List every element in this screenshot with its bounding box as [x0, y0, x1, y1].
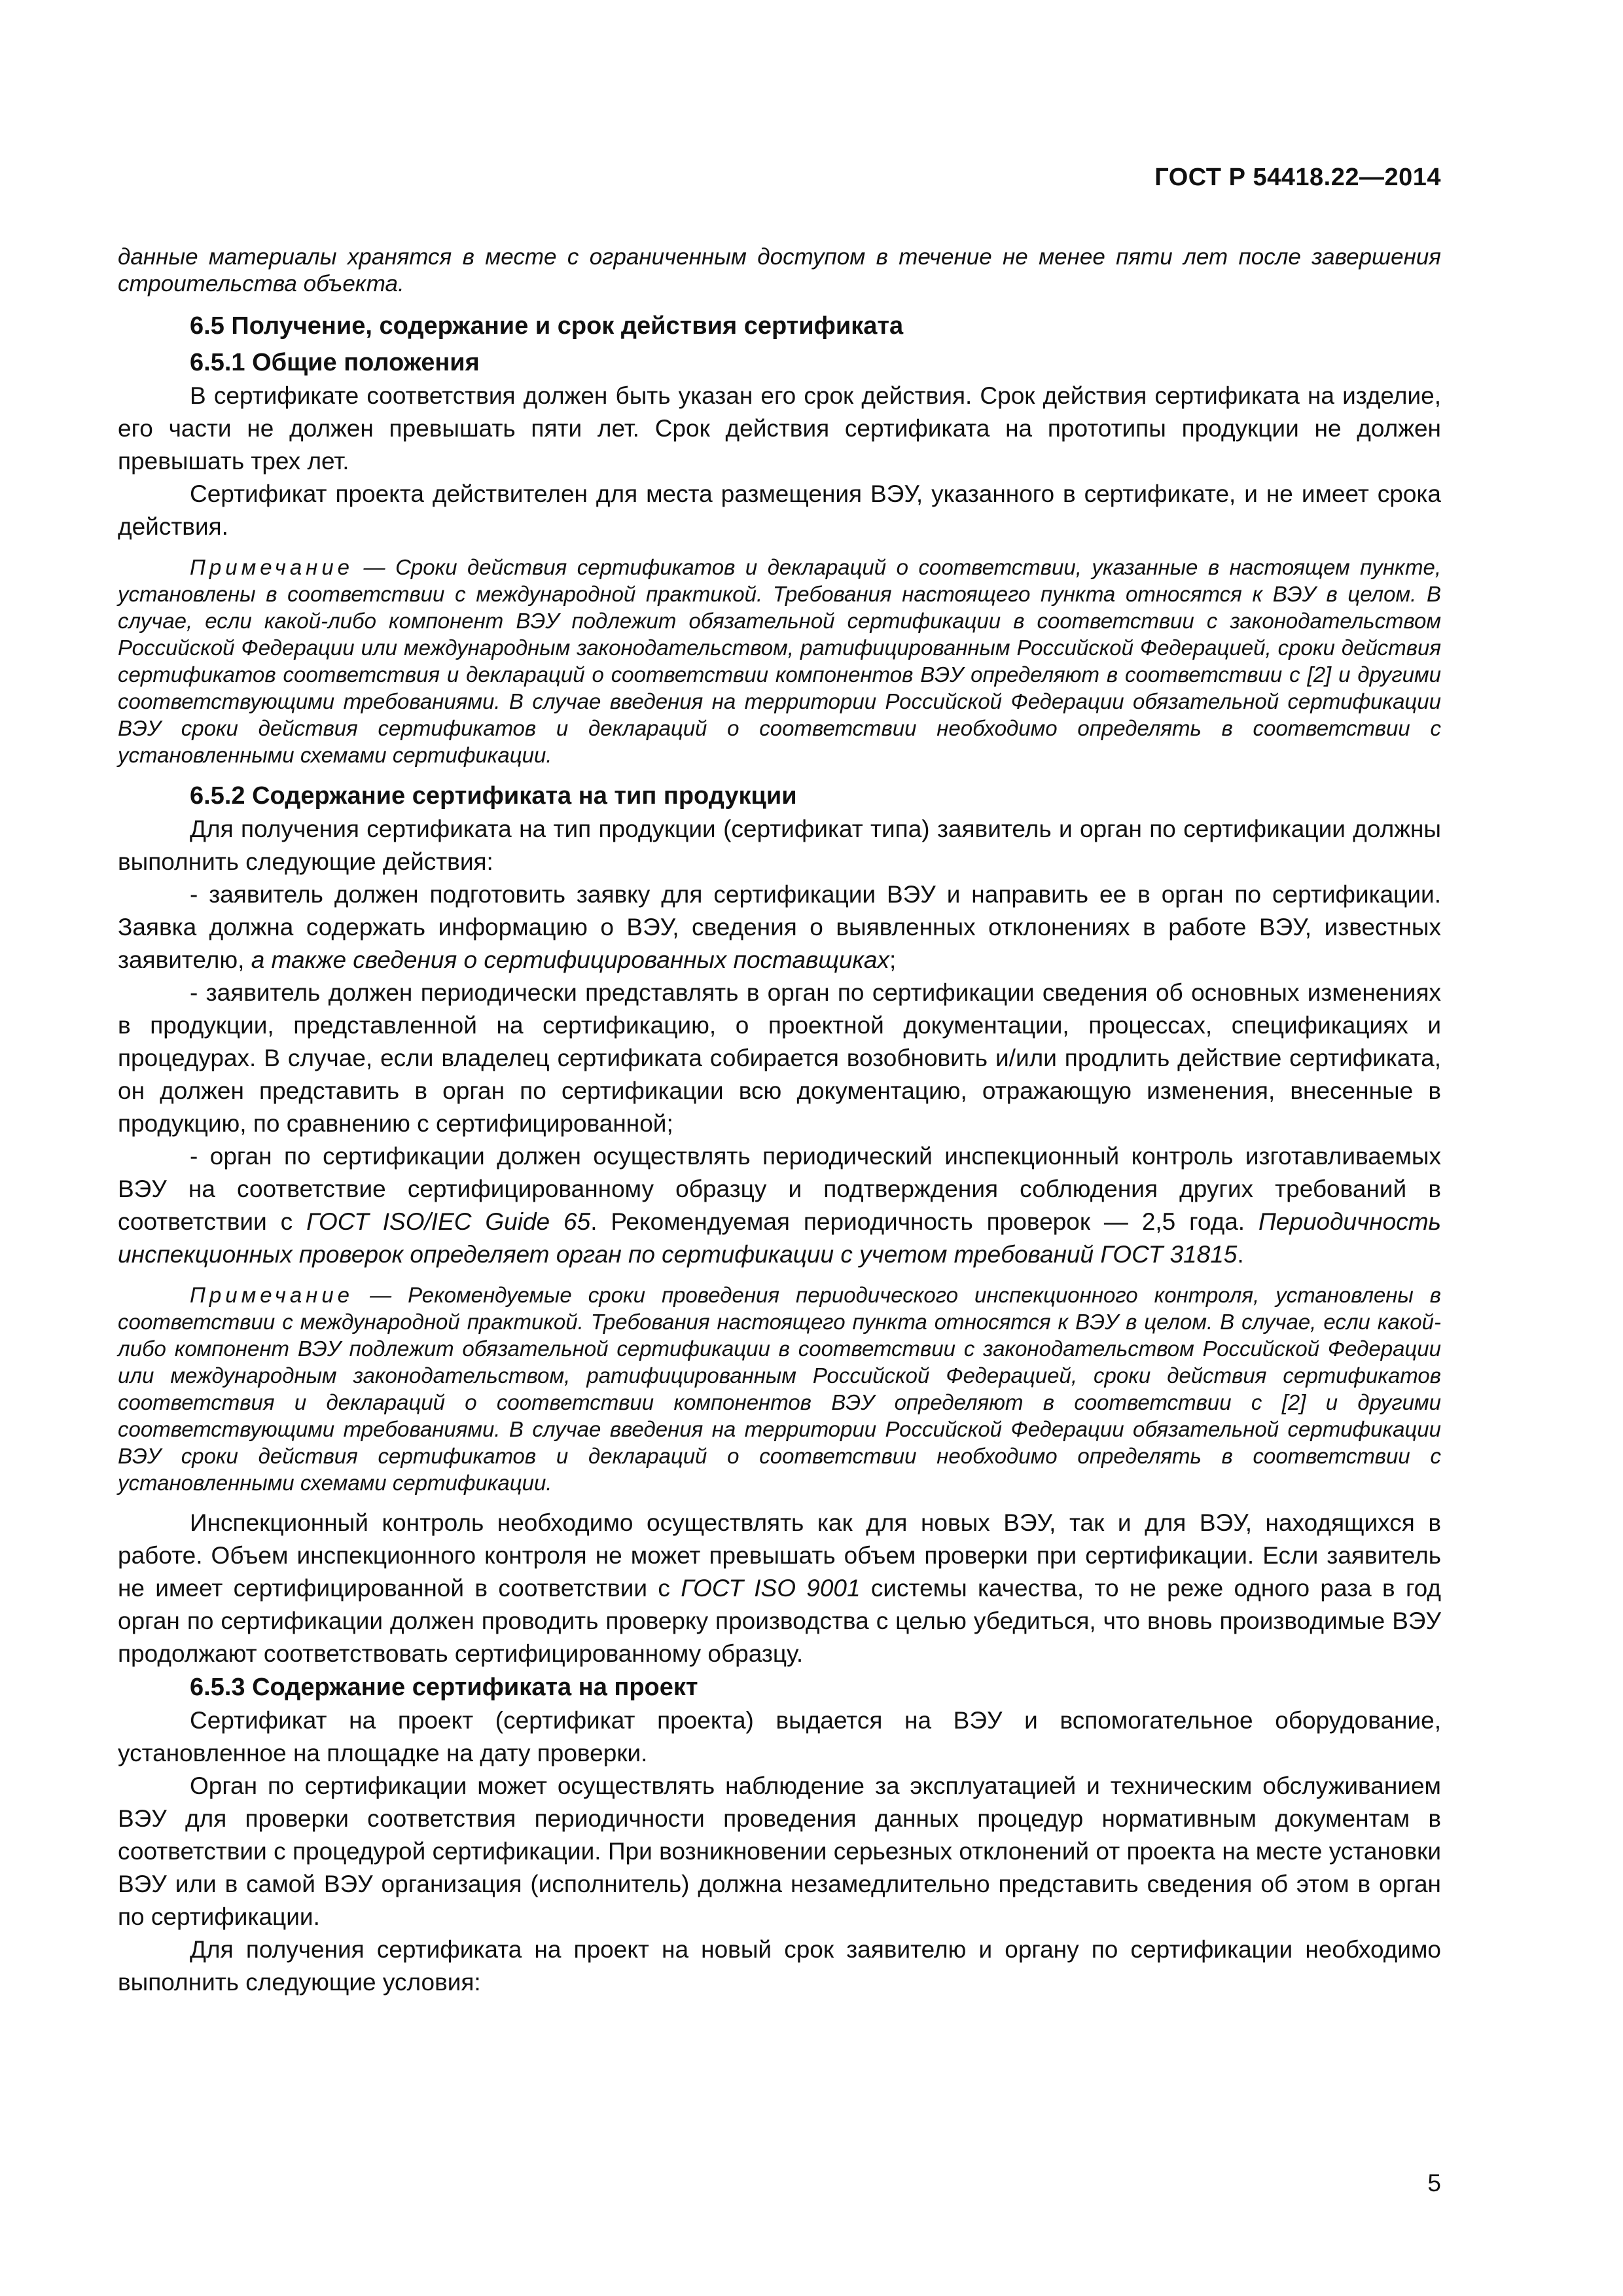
section-6-5-2-paragraph-1: Для получения сертификата на тип продукции (сертификат типа) заявитель и орган по сертификации должны выполнить следующие действия:	[118, 816, 1441, 875]
section-6-5-3-heading: 6.5.3 Содержание сертификата на проект	[190, 1674, 698, 1701]
section-6-5-2-note	[118, 1282, 1441, 1496]
section-6-5-1-paragraph-1: В сертификате соответствия должен быть указан его срок действия. Срок действия сертификата на изделие, его части не должен превышать пяти лет. Срок действия сертификата на прототипы продукции не должен превышать трех лет.	[118, 382, 1441, 475]
paragraph-text-end: системы качества, то не реже одного раза в год орган по сертификации должен проводить проверку производства с целью убедиться, что вновь производимые ВЭУ продолжают соответствовать сертифицированному образцу.	[118, 1575, 1441, 1667]
standard-reference: ГОСТ ISO 9001	[681, 1575, 861, 1602]
page-content	[118, 243, 1441, 1999]
list-item-application	[118, 878, 1441, 977]
note-text: — Сроки действия сертификатов и деклараций о соответствии, указанные в настоящем пункте, установлены в соответствии с международной практикой. Требования настоящего пункта относятся к ВЭУ в целом. В случае, если какой-либо компонент ВЭУ подлежит обязательной сертификации в соответствии с законодательством Российской Федерации или международным законодательством, ратифицированным Российской Федерацией, сроки действия сертификатов соответствия и деклараций о соответствии компонентов ВЭУ определяют в соответствии с [2] и другими соответствующими требованиями. В случае введения на территории Российской Федерации обязательной сертификации ВЭУ сроки действия сертификатов и деклараций о соответствии необходимо определять в соответствии с установленными схемами сертификации.	[118, 555, 1441, 767]
section-6-5-1-note	[118, 554, 1441, 768]
list-item-text-end: ;	[889, 946, 897, 973]
paragraph-text: Инспекционный контроль необходимо осуществлять как для новых ВЭУ, так и для ВЭУ, находящихся в работе. Объем инспекционного контроля не может превышать объем проверки при сертификации. Если заявитель не имеет сертифицированной в соответствии с	[118, 1509, 1441, 1602]
list-item-inspection	[118, 1140, 1441, 1271]
note-label: Примечание	[190, 555, 354, 579]
list-item-text: - орган по сертификации должен осуществлять периодический инспекционный контроль изготавливаемых ВЭУ на соответствие сертифицированному образцу и подтверждения соблюдения других требований в соответствии с	[118, 1143, 1441, 1235]
page-number: 5	[1427, 2170, 1441, 2197]
section-6-5-3-paragraph-1: Сертификат на проект (сертификат проекта) выдается на ВЭУ и вспомогательное оборудование, установленное на площадке на дату проверки.	[118, 1707, 1441, 1767]
list-item-text-end: .	[1237, 1241, 1244, 1268]
section-6-5-1-paragraph-2: Сертификат проекта действителен для места размещения ВЭУ, указанного в сертификате, и не имеет срока действия.	[118, 480, 1441, 540]
continuation-paragraph: данные материалы хранятся в месте с ограниченным доступом в течение не менее пяти лет после завершения строительства объекта.	[118, 244, 1441, 296]
document-code-header: ГОСТ Р 54418.22—2014	[1154, 164, 1441, 191]
section-6-5-2-heading: 6.5.2 Содержание сертификата на тип продукции	[190, 782, 797, 810]
section-6-5-heading: 6.5 Получение, содержание и срок действия сертификата	[190, 312, 904, 340]
section-6-5-3-paragraph-3: Для получения сертификата на проект на новый срок заявителю и органу по сертификации необходимо выполнить следующие условия:	[118, 1936, 1441, 1996]
section-6-5-1-heading: 6.5.1 Общие положения	[190, 349, 480, 376]
list-item-text-mid: . Рекомендуемая периодичность проверок — 2,5 года.	[590, 1208, 1258, 1235]
list-item-italic-text: а также сведения о сертифицированных поставщиках	[251, 946, 889, 973]
note-label: Примечание	[190, 1283, 354, 1307]
section-6-5-2-paragraph-2	[118, 1507, 1441, 1670]
list-item-text: - заявитель должен подготовить заявку для сертификации ВЭУ и направить ее в орган по сертификации. Заявка должна содержать информацию о ВЭУ, сведения о выявленных отклонениях в работе ВЭУ, известных заявителю,	[118, 881, 1441, 973]
standard-reference: ГОСТ ISO/IEC Guide 65	[306, 1208, 591, 1235]
list-item-italic-text: Периодичность инспекционных проверок определяет орган по сертификации с учетом требований ГОСТ 31815	[118, 1208, 1442, 1268]
list-item-changes: - заявитель должен периодически представлять в орган по сертификации сведения об основных изменениях в продукции, представленной на сертификацию, о проектной документации, процессах, спецификациях и процедурах. В случае, если владелец сертификата собирается возобновить и/или продлить действие сертификата, он должен представить в орган по сертификации всю документацию, отражающую изменения, внесенные в продукцию, по сравнению с сертифицированной;	[118, 979, 1441, 1137]
note-text: — Рекомендуемые сроки проведения периодического инспекционного контроля, установлены в соответствии с международной практикой. Требования настоящего пункта относятся к ВЭУ в целом. В случае, если какой-либо компонент ВЭУ подлежит обязательной сертификации в соответствии с законодательством Российской Федерации или международным законодательством, ратифицированным Российской Федерацией, сроки действия сертификатов соответствия и деклараций о соответствии компонентов ВЭУ определяют в соответствии с [2] и другими соответствующими требованиями. В случае введения на территории Российской Федерации обязательной сертификации ВЭУ сроки действия сертификатов и деклараций о соответствии необходимо определять в соответствии с установленными схемами сертификации.	[118, 1283, 1441, 1495]
section-6-5-3-paragraph-2: Орган по сертификации может осуществлять наблюдение за эксплуатацией и техническим обслуживанием ВЭУ для проверки соответствия периодичности проведения данных процедур нормативным документам в соответствии с процедурой сертификации. При возникновении серьезных отклонений от проекта на месте установки ВЭУ или в самой ВЭУ организация (исполнитель) должна незамедлительно представить сведения об этом в орган по сертификации.	[118, 1772, 1441, 1930]
